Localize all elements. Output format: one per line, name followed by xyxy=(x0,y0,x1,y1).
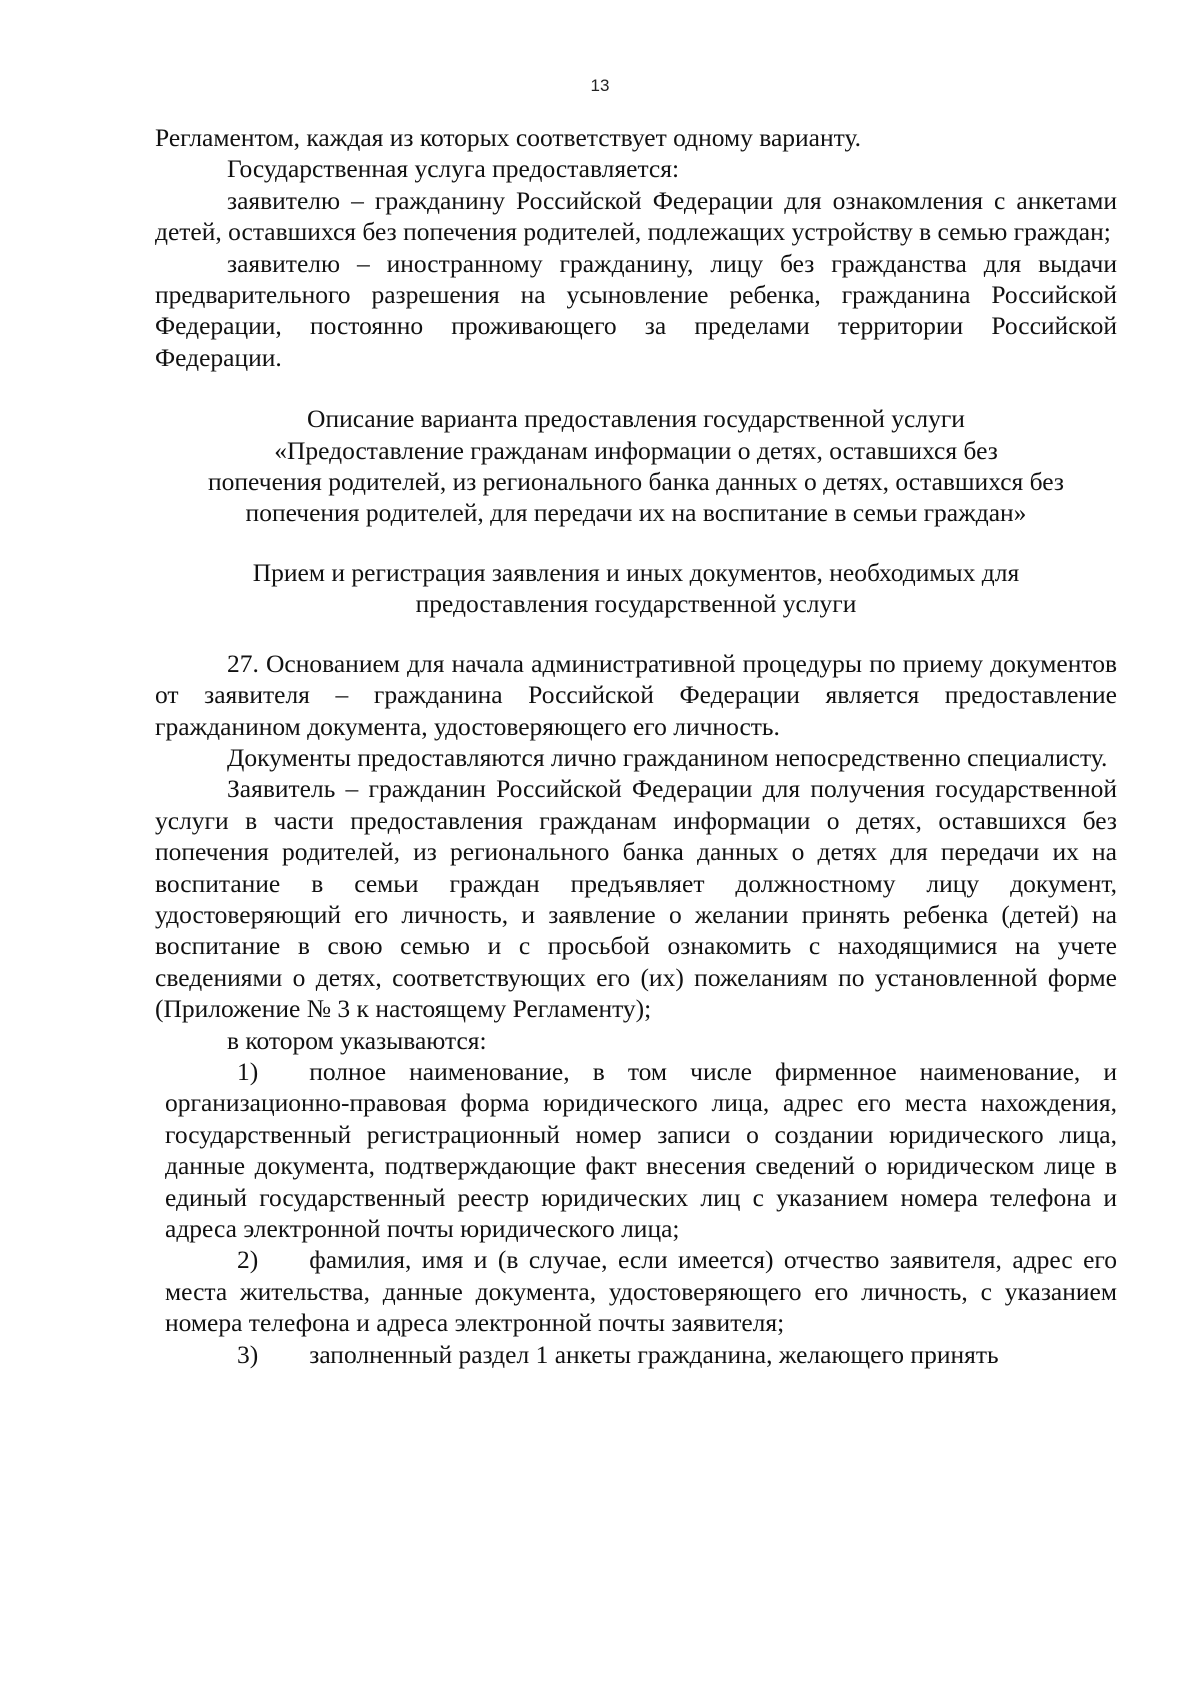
paragraph-applicant-foreigner: заявителю – иностранному гражданину, лицу без гражданства для выдачи предварительного разрешения на усыновление ребенка, гражданина Российской Федерации, постоянно проживающего за пределами территории Российской Федерации. xyxy=(155,248,1117,372)
heading-line: «Предоставление гражданам информации о детях, оставшихся без xyxy=(274,435,998,465)
heading-line: Описание варианта предоставления государственной услуги xyxy=(307,404,965,434)
list-item-2: 2) фамилия, имя и (в случае, если имеется) отчество заявителя, адрес его места жительства, данные документа, удостоверяющего его личность, с указанием номера телефона и адреса электронной почты заявителя; xyxy=(165,1245,1117,1338)
paragraph-applicant-presents: Заявитель – гражданин Российской Федерации для получения государственной услуги в части предоставления гражданам информации о детях, оставшихся без попечения родителей, из регионального банка данных о детях для передачи их на воспитание в семьи граждан предъявляет должностному лицу документ, удостоверяющий его личность, и заявление о желании принять ребенка (детей) на воспитание в свою семью и с просьбой ознакомить с находящимися на учете сведениями о детях, соответствующих его (их) пожеланиям по установленной форме (Приложение № 3 к настоящему Регламенту); xyxy=(155,774,1117,1024)
section-heading-variant xyxy=(155,403,1117,529)
paragraph-documents: Документы предоставляются лично гражданином непосредственно специалисту. xyxy=(227,742,1108,772)
paragraph-27: 27. Основанием для начала административной процедуры по приему документов от заявителя – гражданина Российской Федерации является предоставление гражданином документа, удостоверяющего его личность. xyxy=(155,648,1117,741)
paragraph-indicated: в котором указываются: xyxy=(227,1025,487,1055)
list-item-1: 1) полное наименование, в том числе фирменное наименование, и организационно-правовая форма юридического лица, адрес его места нахождения, государственный регистрационный номер записи о создании юридического лица, данные документа, подтверждающие факт внесения сведений о юридическом лице в единый государственный реестр юридических лиц с указанием номера телефона и адреса электронной почты юридического лица; xyxy=(165,1056,1117,1243)
paragraph-service-provided: Государственная услуга предоставляется: xyxy=(227,154,680,184)
heading-line: Прием и регистрация заявления и иных документов, необходимых для xyxy=(252,557,1020,587)
page-number: 13 xyxy=(590,76,610,95)
section-heading-reception xyxy=(155,557,1117,620)
heading-line: предоставления государственной услуги xyxy=(415,589,857,619)
paragraph-applicant-citizen: заявителю – гражданину Российской Федерации для ознакомления с анкетами детей, оставшихся без попечения родителей, подлежащих устройству в семью граждан; xyxy=(155,185,1117,247)
heading-line: попечения родителей, для передачи их на воспитание в семьи граждан» xyxy=(245,498,1027,528)
document-body xyxy=(155,122,1117,1370)
paragraph-continuation: Регламентом, каждая из которых соответствует одному варианту. xyxy=(155,123,862,152)
list-item-3: 3) заполненный раздел 1 анкеты гражданина, желающего принять xyxy=(237,1339,999,1369)
heading-line: попечения родителей, из регионального банка данных о детях, оставшихся без xyxy=(208,467,1064,497)
